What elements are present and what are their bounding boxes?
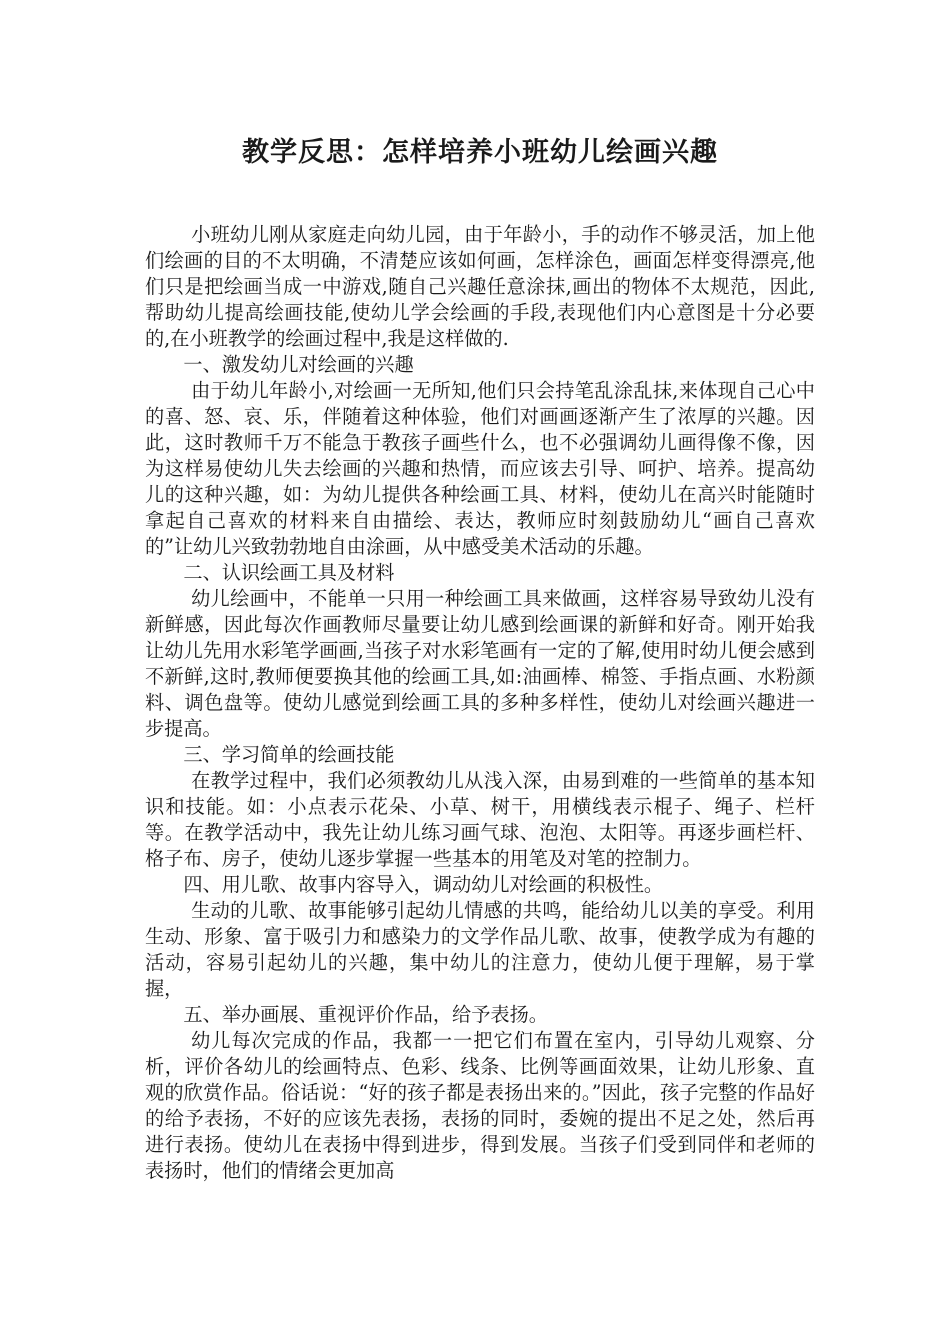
section-heading-5: 五、举办画展、重视评价作品，给予表扬。 [183, 1003, 548, 1026]
section-paragraph-1: 由于幼儿年龄小,对绘画一无所知,他们只会持笔乱涂乱抹,来体现自己心中的喜、怒、哀、乐，伴随着这种体验，他们对画画逐渐产生了浓厚的兴趣。因此，这时教师千万不能急于教孩子画些什么，也不必强调幼儿画得像不像，因为这样易使幼儿失去绘画的兴趣和热情，而应该去引导、呵护、培养。提高幼儿的这种兴趣，如：为幼儿提供各种绘画工具、材料，使幼儿在高兴时能随时拿起自己喜欢的材料来自由描绘、表达，教师应时刻鼓励幼儿“画自己喜欢的”让幼儿兴致勃勃地自由涂画，从中感受美术活动的乐趣。 [145, 379, 815, 558]
document-body [145, 222, 815, 1184]
section-heading-2: 二、认识绘画工具及材料 [183, 561, 395, 584]
section-heading-3: 三、学习简单的绘画技能 [183, 743, 395, 766]
section-heading-1: 一、激发幼儿对绘画的兴趣 [183, 353, 414, 376]
section-paragraph-3: 在教学过程中，我们必须教幼儿从浅入深，由易到难的一些简单的基本知识和技能。如：小点表示花朵、小草、树干，用横线表示棍子、绳子、栏杆等。在教学活动中，我先让幼儿练习画气球、泡泡、太阳等。再逐步画栏杆、格子布、房子，使幼儿逐步掌握一些基本的用笔及对笔的控制力。 [145, 769, 815, 870]
section-paragraph-2: 幼儿绘画中，不能单一只用一种绘画工具来做画，这样容易导致幼儿没有新鲜感，因此每次作画教师尽量要让幼儿感到绘画课的新鲜和好奇。刚开始我让幼儿先用水彩笔学画画,当孩子对水彩笔画有一定的了解,使用时幼儿便会感到不新鲜,这时,教师便要换其他的绘画工具,如:油画棒、棉签、手指点画、水粉颜料、调色盘等。使幼儿感觉到绘画工具的多种多样性，使幼儿对绘画兴趣进一步提高。 [145, 587, 815, 740]
intro-paragraph: 小班幼儿刚从家庭走向幼儿园，由于年龄小，手的动作不够灵活，加上他们绘画的目的不太明确，不清楚应该如何画，怎样涂色，画面怎样变得漂亮,他们只是把绘画当成一中游戏,随自己兴趣任意涂抹,画出的物体不太规范，因此,帮助幼儿提高绘画技能,使幼儿学会绘画的手段,表现他们内心意图是十分必要的,在小班教学的绘画过程中,我是这样做的. [145, 223, 815, 350]
section-heading-4: 四、用儿歌、故事内容导入，调动幼儿对绘画的积极性。 [183, 873, 664, 896]
section-paragraph-4: 生动的儿歌、故事能够引起幼儿情感的共鸣，能给幼儿以美的享受。利用生动、形象、富于吸引力和感染力的文学作品儿歌、故事，使教学成为有趣的活动，容易引起幼儿的兴趣，集中幼儿的注意力，使幼儿便于理解，易于掌握， [145, 899, 815, 1000]
page-title: 教学反思：怎样培养小班幼儿绘画兴趣 [242, 137, 718, 168]
section-paragraph-5: 幼儿每次完成的作品，我都一一把它们布置在室内，引导幼儿观察、分析，评价各幼儿的绘画特点、色彩、线条、比例等画面效果，让幼儿形象、直观的欣赏作品。俗话说：“好的孩子都是表扬出来的。”因此，孩子完整的作品好的给予表扬，不好的应该先表扬，表扬的同时，委婉的提出不足之处，然后再进行表扬。使幼儿在表扬中得到进步，得到发展。当孩子们受到同伴和老师的表扬时，他们的情绪会更加高 [145, 1029, 815, 1182]
